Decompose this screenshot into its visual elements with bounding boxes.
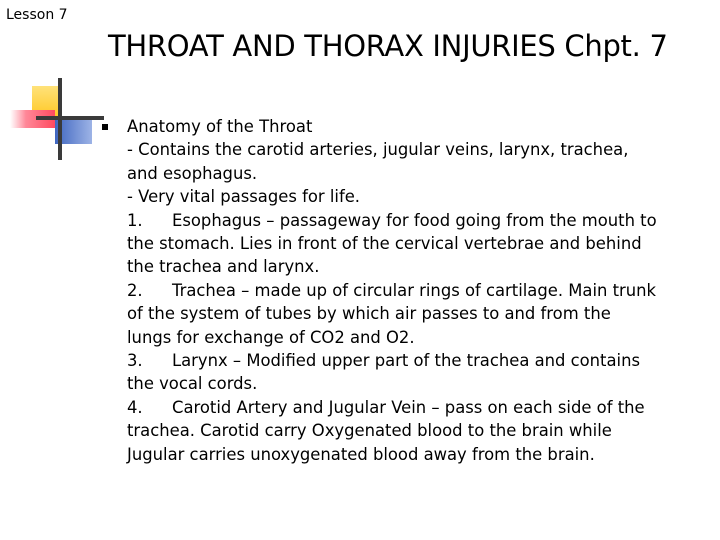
item-continuation: lungs for exchange of CO2 and O2.	[127, 327, 415, 347]
item-number: 3.	[127, 351, 143, 371]
item-text: Esophagus – passageway for food going from the mouth to	[172, 210, 657, 230]
item-text: Larynx – Modified upper part of the trachea and contains	[172, 351, 641, 371]
list-item-carotid-jugular	[127, 396, 707, 419]
slide-title: THROAT AND THORAX INJURIES Chpt. 7	[108, 29, 668, 63]
item-continuation: trachea. Carotid carry Oxygenated blood to the brain while	[127, 421, 612, 441]
logo-horizontal-bar	[36, 116, 104, 120]
intro-line: - Contains the carotid arteries, jugular veins, larynx, trachea,	[127, 140, 629, 160]
list-item-trachea	[127, 279, 707, 302]
item-number: 2.	[127, 280, 143, 300]
item-number: 4.	[127, 397, 143, 417]
item-continuation: the trachea and larynx.	[127, 257, 320, 277]
list-item-larynx	[127, 349, 707, 372]
bullet-heading: Anatomy of the Throat	[127, 117, 313, 136]
item-continuation: Jugular carries unoxygenated blood away from the brain.	[127, 444, 595, 464]
body-content	[127, 115, 707, 466]
decorative-logo	[0, 0, 110, 170]
intro-line: - Very vital passages for life.	[127, 187, 361, 207]
item-continuation: the stomach. Lies in front of the cervical vertebrae and behind	[127, 234, 642, 254]
lesson-label: Lesson 7	[6, 7, 68, 23]
item-text: Trachea – made up of circular rings of cartilage. Main trunk	[172, 280, 657, 300]
list-item-esophagus	[127, 209, 707, 232]
square-bullet-icon	[102, 124, 108, 130]
item-continuation: of the system of tubes by which air passes to and from the	[127, 304, 611, 324]
item-continuation: the vocal cords.	[127, 374, 258, 394]
item-number: 1.	[127, 210, 143, 230]
intro-line: and esophagus.	[127, 163, 258, 183]
item-text: Carotid Artery and Jugular Vein – pass on each side of the	[172, 397, 645, 417]
